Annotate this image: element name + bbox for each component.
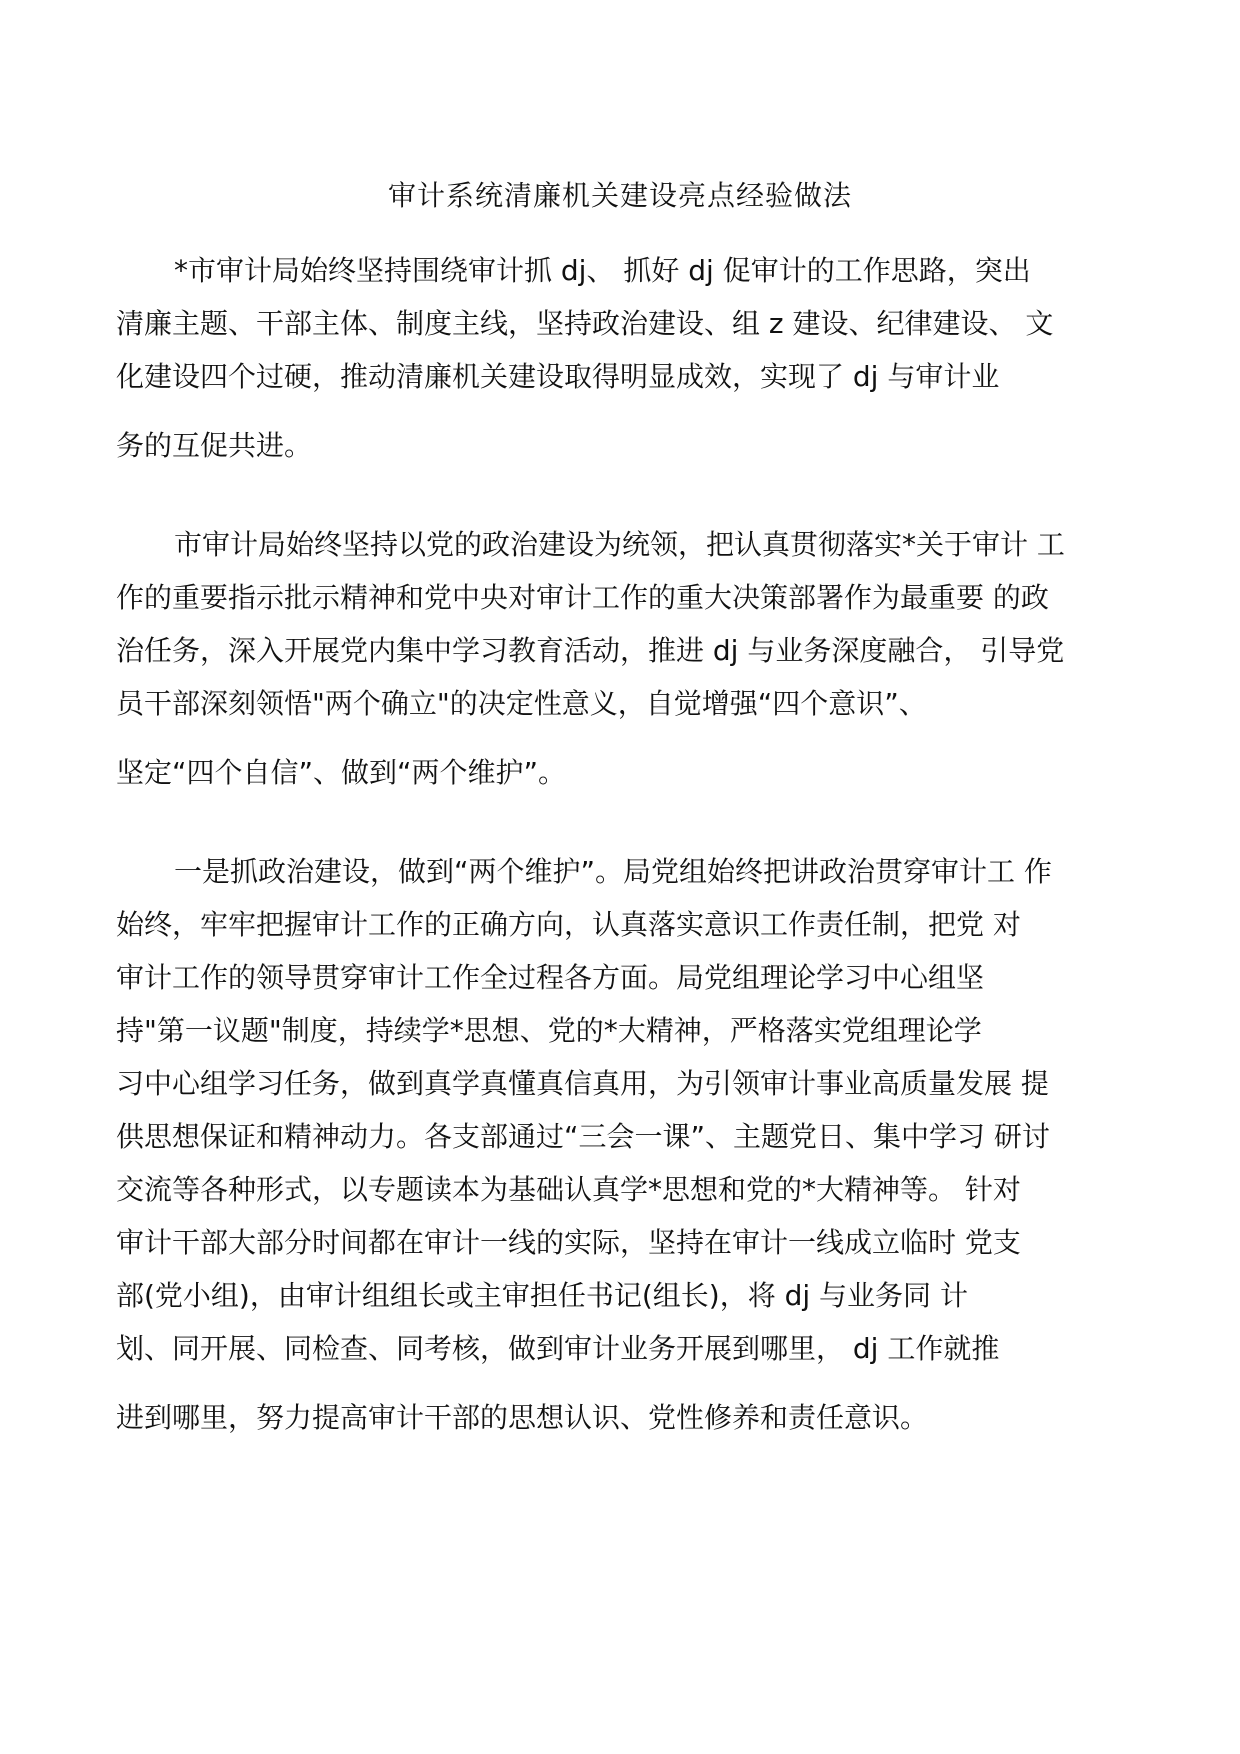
paragraph-3-line-7: 交流等各种形式，以专题读本为基础认真学*思想和党的*大精神等。 针对 [116, 1173, 1021, 1206]
paragraph-3-line-4: 持"第一议题"制度，持续学*思想、党的*大精神，严格落实党组理论学 [116, 1014, 982, 1047]
paragraph-3-line-3: 审计工作的领导贯穿审计工作全过程各方面。局党组理论学习中心组坚 [116, 961, 985, 994]
paragraph-3-line-8: 审计干部大部分时间都在审计一线的实际，坚持在审计一线成立临时 党支 [116, 1226, 1021, 1259]
paragraph-3-line-1: 一是抓政治建设，做到“两个维护”。局党组始终把讲政治贯穿审计工 作 [174, 855, 1052, 888]
paragraph-3-line-2: 始终，牢牢把握审计工作的正确方向，认真落实意识工作责任制，把党 对 [116, 908, 1021, 941]
paragraph-3-line-11: 进到哪里，努力提高审计干部的思想认识、党性修养和责任意识。 [116, 1401, 929, 1434]
paragraph-3-line-6: 供思想保证和精神动力。各支部通过“三会一课”、主题党日、集中学习 研讨 [116, 1120, 1050, 1153]
paragraph-2-line-5: 坚定“四个自信”、做到“两个维护”。 [116, 756, 567, 789]
paragraph-1-line-2: 清廉主题、干部主体、制度主线，坚持政治建设、组 z 建设、纪律建设、 文 [116, 307, 1054, 340]
paragraph-1-line-4: 务的互促共进。 [116, 429, 313, 462]
paragraph-2-line-4: 员干部深刻领悟"两个确立"的决定性意义，自觉增强“四个意识”、 [116, 687, 927, 720]
paragraph-2-line-3: 治任务，深入开展党内集中学习教育活动，推进 dj 与业务深度融合， 引导党 [116, 634, 1065, 667]
paragraph-3-line-9: 部(党小组)，由审计组组长或主审担任书记(组长)，将 dj 与业务同 计 [116, 1279, 968, 1312]
paragraph-3-line-5: 习中心组学习任务，做到真学真懂真信真用，为引领审计事业高质量发展 提 [116, 1067, 1049, 1100]
paragraph-2-line-1: 市审计局始终坚持以党的政治建设为统领，把认真贯彻落实*关于审计 工 [174, 528, 1065, 561]
paragraph-1-line-3: 化建设四个过硬，推动清廉机关建设取得明显成效，实现了 dj 与审计业 [116, 360, 1000, 393]
paragraph-3-line-10: 划、同开展、同检查、同考核，做到审计业务开展到哪里， dj 工作就推 [116, 1332, 1000, 1365]
paragraph-2-line-2: 作的重要指示批示精神和党中央对审计工作的重大决策部署作为最重要 的政 [116, 581, 1049, 614]
paragraph-1-line-1: *市审计局始终坚持围绕审计抓 dj、 抓好 dj 促审计的工作思路，突出 [174, 254, 1031, 287]
document-title: 审计系统清廉机关建设亮点经验做法 [387, 179, 852, 212]
